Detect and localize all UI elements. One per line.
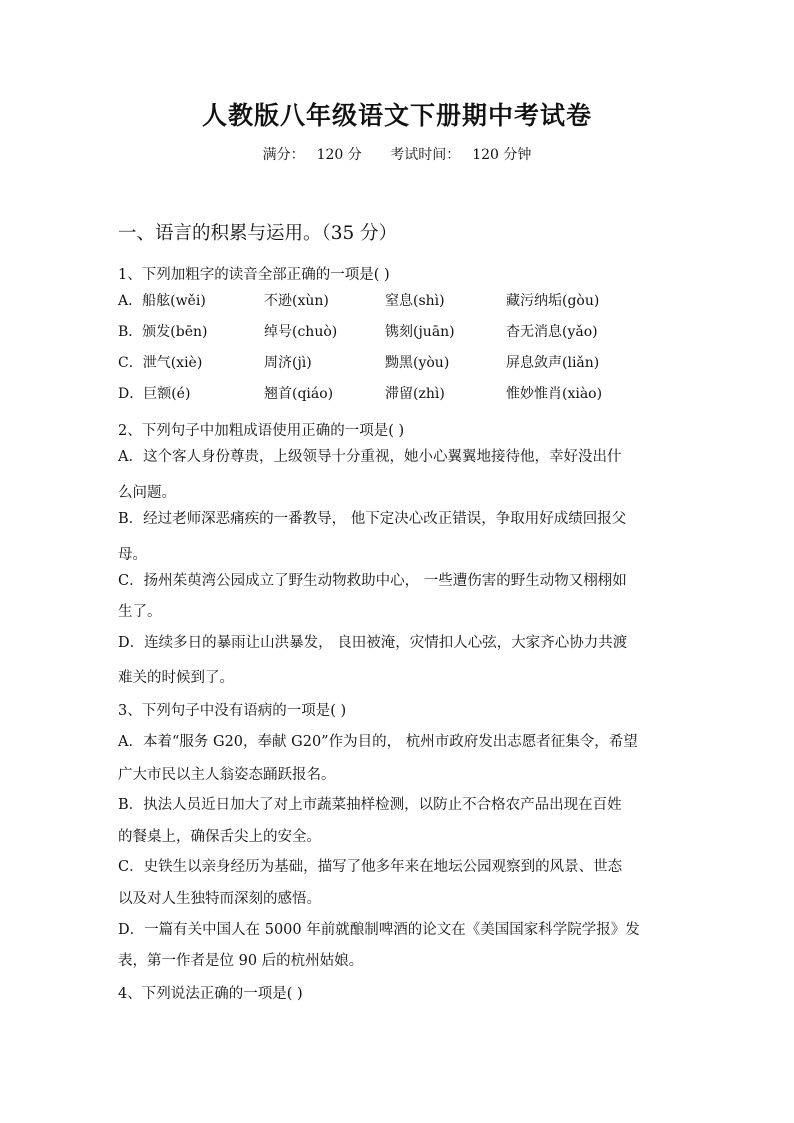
question-2-option-a: A．这个客人身份尊贵，上级领导十分重视，她小心翼翼地接待他，幸好没出什 (118, 449, 622, 465)
question-3-option-b: B．执法人员近日加大了对上市蔬菜抽样检测，以防止不合格农产品出现在百姓 (118, 797, 622, 813)
option-cell: A．船舷(wěi) (118, 293, 206, 309)
time-label: 考试时间： (390, 147, 461, 163)
option-cell: 不逊(xùn) (264, 293, 329, 309)
question-2-option-b: B．经过老师深恶痛疾的一番教导， 他下定决心改正错误，争取用好成绩回报父 (118, 511, 627, 527)
option-cell: 滞留(zhì) (385, 386, 445, 402)
option-cell: 惟妙惟肖(xiào) (506, 386, 603, 402)
time-value: 120 分钟 (472, 147, 532, 163)
option-cell: 杳无消息(yǎo) (506, 324, 598, 340)
question-3-option-d-cont: 表，第一作者是位 90 后的杭州姑娘。 (118, 953, 364, 969)
question-4-stem: 4、下列说法正确的一项是( ) (118, 986, 303, 1002)
question-2-option-b-cont: 母。 (118, 547, 147, 563)
option-cell: 藏污纳垢(gòu) (506, 293, 600, 309)
option-cell: D．巨额(é) (118, 386, 191, 402)
option-cell: 窒息(shì) (385, 293, 445, 309)
question-2-stem: 2、下列句子中加粗成语使用正确的一项是( ) (118, 423, 405, 439)
page-title: 人教版八年级语文下册期中考试卷 (201, 101, 592, 130)
question-3-stem: 3、下列句子中没有语病的一项是( ) (118, 703, 347, 719)
question-2-option-a-cont: 么问题。 (118, 485, 176, 501)
option-cell: 黝黑(yòu) (385, 355, 450, 371)
question-3-option-c-cont: 以及对人生独特而深刻的感悟。 (118, 891, 321, 907)
option-cell: 镌刻(juān) (385, 324, 455, 340)
score-label: 满分： (262, 147, 305, 163)
option-cell: 周济(jì) (264, 355, 312, 371)
question-3-option-a: A．本着“服务 G20，奉献 G20”作为目的， 杭州市政府发出志愿者征集令，希望 (118, 734, 638, 750)
question-2-option-d-cont: 难关的时候到了。 (118, 670, 234, 686)
section-heading: 一、语言的积累与运用。（35 分） (118, 223, 398, 244)
question-3-option-c: C．史铁生以亲身经历为基础，描写了他多年来在地坛公园观察到的风景、世态 (118, 859, 623, 875)
option-cell: 屏息敛声(liǎn) (506, 355, 600, 371)
question-2-option-d: D．连续多日的暴雨让山洪暴发， 良田被淹，灾情扣人心弦，大家齐心协力共渡 (118, 635, 628, 651)
option-cell: 翘首(qiáo) (264, 386, 334, 402)
question-1-stem: 1、下列加粗字的读音全部正确的一项是( ) (118, 267, 390, 283)
question-2-option-c: C．扬州茱萸湾公园成立了野生动物救助中心， 一些遭伤害的野生动物又栩栩如 (118, 573, 627, 589)
score-value: 120 分 (316, 147, 362, 163)
question-3-option-b-cont: 的餐桌上，确保舌尖上的安全。 (118, 829, 321, 845)
question-3-option-d: D．一篇有关中国人在 5000 年前就酿制啤酒的论文在《美国国家科学院学报》发 (118, 922, 640, 938)
exam-info (0, 144, 794, 164)
option-cell: C．泄气(xiè) (118, 355, 203, 371)
question-2-option-c-cont: 生了。 (118, 604, 162, 620)
option-cell: B．颁发(bēn) (118, 324, 208, 340)
question-3-option-a-cont: 广大市民以主人翁姿态踊跃报名。 (118, 767, 336, 783)
option-cell: 绰号(chuò) (264, 324, 338, 340)
